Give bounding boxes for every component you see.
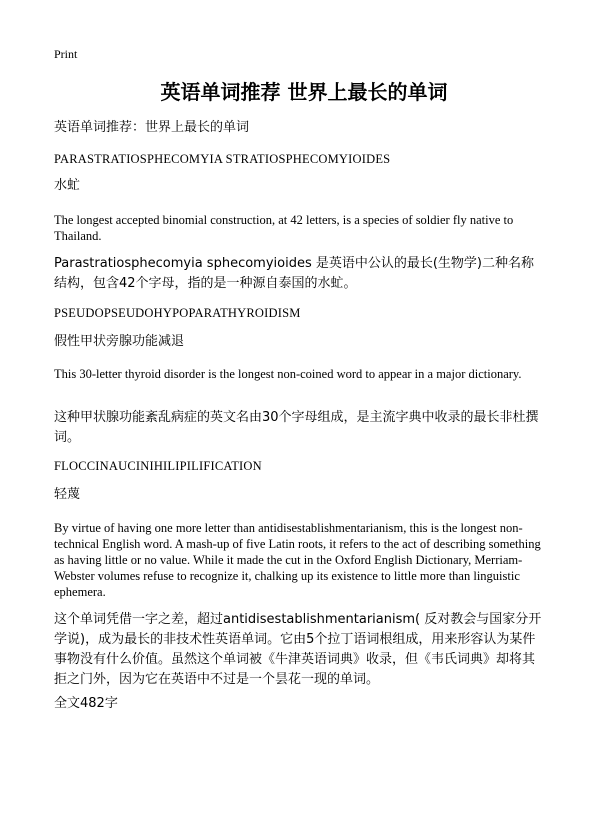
entry-en-desc-1: The longest accepted binomial construction, at 42 letters, is a species of soldier fly native to Thailand. — [54, 213, 514, 243]
entry-word-2: PSEUDOPSEUDOHYPOPARATHYROIDISM — [54, 306, 301, 320]
word-count: 全文482字 — [54, 696, 118, 711]
entry-cn-name-3: 轻蔑 — [54, 487, 81, 502]
entry-word-3: FLOCCINAUCINIHILIPILIFICATION — [54, 459, 262, 473]
entry-cn-name-2: 假性甲状旁腺功能减退 — [54, 334, 185, 349]
print-link[interactable]: Print — [54, 47, 78, 61]
entry-cn-desc-2: 这种甲状腺功能紊乱病症的英文名由30个字母组成，是主流字典中收录的最长非杜撰词。 — [54, 410, 539, 445]
page-title: 英语单词推荐 世界上最长的单词 — [160, 80, 448, 104]
entry-word-1: PARASTRATIOSPHECOMYIA STRATIOSPHECOMYIOIDES — [54, 152, 391, 166]
entry-cn-desc-1: Parastratiosphecomyia sphecomyioides 是英语中公认的最长(生物学)二种名称结构，包含42个字母，指的是一种源自泰国的水虻。 — [54, 256, 535, 291]
entry-cn-name-1: 水虻 — [54, 178, 81, 193]
entry-en-desc-3: By virtue of having one more letter than antidisestablishmentarianism, this is the longest non-technical English word. A mash-up of five Latin roots, it refers to the act of describing something as having little or no value. While it made the cut in the Oxford English Dictionary, Merriam-Webster volumes refuse to recognize it, chalking up its existence to little more than linguistic ephemera. — [54, 521, 541, 599]
entry-cn-desc-3: 这个单词凭借一字之差，超过antidisestablishmentarianism( 反对教会与国家分开学说)，成为最长的非技术性英语单词。它由5个拉丁语词根组成，用来形容认为某件事物没有什么价值。虽然这个单词被《牛津英语词典》收录，但《韦氏词典》却将其拒之门外，因为它在英语中不过是一个昙花一现的单词。 — [54, 612, 542, 687]
entry-en-desc-2: This 30-letter thyroid disorder is the longest non-coined word to appear in a major dictionary. — [54, 367, 522, 381]
article-subtitle: 英语单词推荐：世界上最长的单词 — [54, 120, 250, 135]
